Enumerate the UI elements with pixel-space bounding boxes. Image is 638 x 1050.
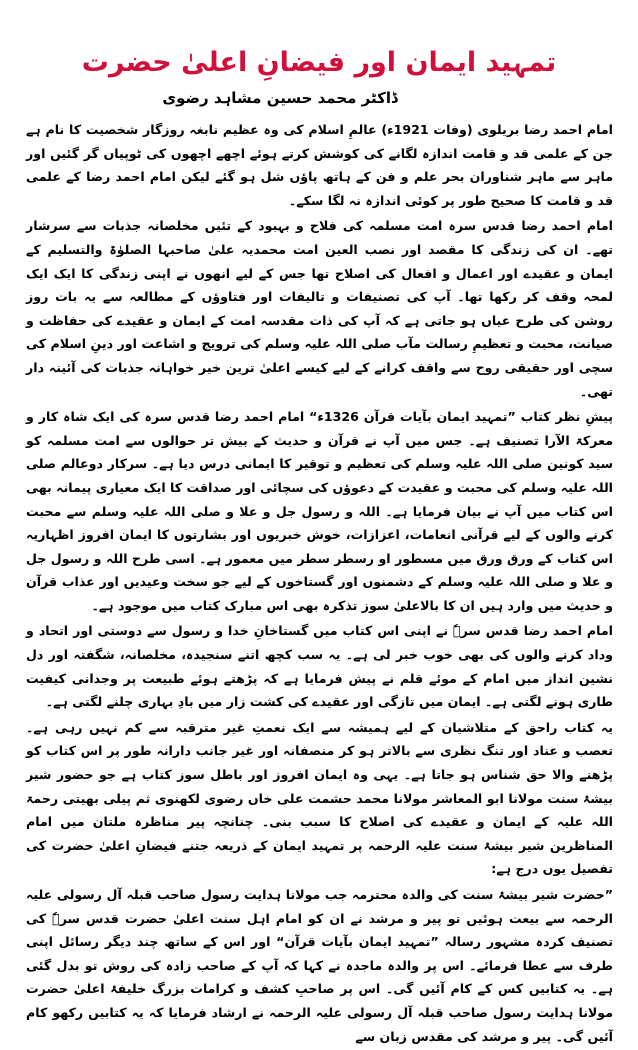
paragraph-3: پیشِ نظر کتاب ”تمہید ایمان بآیات قرآن 1326ء“ امام احمد رضا قدس سرہ کی ایک شاہ کار و معرکۃ الآرا تصنیف ہے۔ جس میں آپ نے قرآن و حدیث کے بیش تر حوالوں سے امت مسلمہ کو سید کونین صلی اللہ علیہ وسلم کی تعظیم و توقیر کا ایمانی درس دیا ہے۔ سرکار دوعالم صلی اللہ علیہ وسلم کی محبت و عقیدت کے دعوؤں کی سچائی اور صداقت کا ایک معیاری پیمانہ بھی اس کتاب میں آپ نے بیان فرمایا ہے۔ اللہ و رسول جل و علا و صلی اللہ علیہ وسلم سے محبت کرنے والوں کے لیے قرآنی انعامات، اعزازات، خوش خبریوں اور بشارتوں کا ایمان افروز اظہاریہ اس کتاب کے ورق ورق میں مسطور او رسطر سطر میں معمور ہے۔ اسی طرح اللہ و رسول جل و علا و صلی اللہ علیہ وسلم کے دشمنوں اور گستاخوں کے لیے جو سخت وعیدیں اور عذاب قرآن و حدیث میں وارد ہیں ان کا بالاعلیٰ سوز تذکرہ بھی اس مبارک کتاب میں موجود ہے۔ <box>26 409 613 613</box>
author-name: ڈاکٹر محمد حسین مشاہد رضوی <box>162 89 398 107</box>
paragraph-4: امام احمد رضا قدس سرہٗ نے اپنی اس کتاب میں گستاخانِ خدا و رسول سے دوستی اور اتحاد و وداد کرنے والوں کی بھی خوب خبر لی ہے۔ یہ سب کچھ اتنے سنجیدہ، مخلصانہ، شگفتہ اور دل نشین انداز میں امام کے موئے قلم نے پیش فرمایا ہے کہ پڑھتے ہوئے طبیعت پر وجدانی کیفیت طاری ہونے لگتی ہے۔ ایمان میں تازگی اور عقیدے کی کشت زار میں بادِ بہاری چلنے لگتی ہے۔ <box>26 623 613 710</box>
paragraph-6-quote: ”حضرت شیر بیشۂ سنت کی والدہ محترمہ جب مولانا ہدایت رسول صاحب قبلہ آل رسولی علیہ الرحمہ سے بیعت ہوئیں تو پیر و مرشد نے ان کو امام اہل سنت اعلیٰ حضرت قدس سرہٗ کی تصنیف کردہ مشہور رسالہ ”تمہید ایمان بآیات قرآن“ اور اس کے ساتھ چند دیگر رسائل اپنی طرف سے عطا فرمائے۔ اس پر والدہ ماجدہ نے کہا کہ آپ کے صاحب زادہ کی روش تو بدل گئی ہے۔ یہ کتابیں کس کے کام آئیں گی۔ اس پر صاحبِ کشف و کرامات بزرگ خلیفۂ اعلیٰ حضرت مولانا ہدایت رسول صاحب قبلہ آل رسولی علیہ الرحمہ نے ارشاد فرمایا کہ یہ کتابیں رکھو کام آئیں گی۔ پیر و مرشد کی مقدس زبان سے <box>26 887 613 1044</box>
paragraph-2: امام احمد رضا قدس سرہ امت مسلمہ کی فلاح و بہبود کے تئیں مخلصانہ جذبات سے سرشار تھے۔ ان کی زندگی کا مقصد اور نصب العین امت محمدیہ علیٰ صاحبہا الصلوٰۃ والتسلیم کے ایمان و عقیدے اور اعمال و افعال کی اصلاح تھا جس کے لیے انھوں نے اپنی زندگی کا ایک ایک لمحہ وقف کر رکھا تھا۔ آپ کی تصنیفات و تالیفات اور فتاوؤں کے مطالعہ سے یہ بات روز روشن کی طرح عیاں ہو جاتی ہے کہ آپ کی ذات مقدسہ امت کے ایمان و عقیدے کی حفاظت و صیانت، محبت و تعظیمِ رسالت مآب صلی اللہ علیہ وسلم کی ترویج و اشاعت اور دینِ اسلام کی سچی اور حقیقی روح سے واقف کرانے کے لیے کیسے اعلیٰ ترین خیر خواہانہ جذبات کی آئینہ دار تھی۔ <box>26 218 613 399</box>
document-body <box>26 118 613 1050</box>
paragraph-5: یہ کتاب راحق کے متلاشیان کے لیے ہمیشہ سے ایک نعمتِ غیر مترقبہ سے کم نہیں رہی ہے۔ تعصب و عناد اور تنگ نظری سے بالاتر ہو کر منصفانہ اور غیر جانب دارانہ طور پر اس کتاب کو پڑھنے والا حق شناس ہو جاتا ہے۔ یہی وہ ایمان افروز اور باطل سوز کتاب ہے جو حضور شیر بیشۂ سنت مولانا ابو المعاشر مولانا محمد حشمت علی خاں رضوی لکھنوی ثم پیلی بھیتی رحمۃ اللہ علیہ کے ایمان و عقیدے کی اصلاح کا سبب بنی۔ چنانچہ پیر مناظرہ ملتان میں امام المناظرین شیر بیشۂ سنت علیہ الرحمہ پر تمہید ایمان کے ذریعہ جتنے فیضانِ اعلیٰ حضرت کی تفصیل یوں درج ہے: <box>26 719 613 877</box>
paragraph-1: امام احمد رضا بریلوی (وفات 1921ء) عالمِ اسلام کی وہ عظیم نابغہ روزگار شخصیت کا نام ہے جن کے علمی قد و قامت اندازہ لگانے کی کوشش کرتے ہوئے اچھے اچھوں کی ٹوپیاں گر گئیں اور ماہر سے ماہر شناوران بحر علم و فن کے ہاتھ پاؤں شل ہو گئے لیکن امام احمد رضا کے علمی قد و قامت کا صحیح طور پر کوئی اندازہ نہ لگا سکے۔ <box>26 122 613 208</box>
document-title: تمہید ایمان اور فیضانِ اعلیٰ حضرت <box>81 47 557 78</box>
